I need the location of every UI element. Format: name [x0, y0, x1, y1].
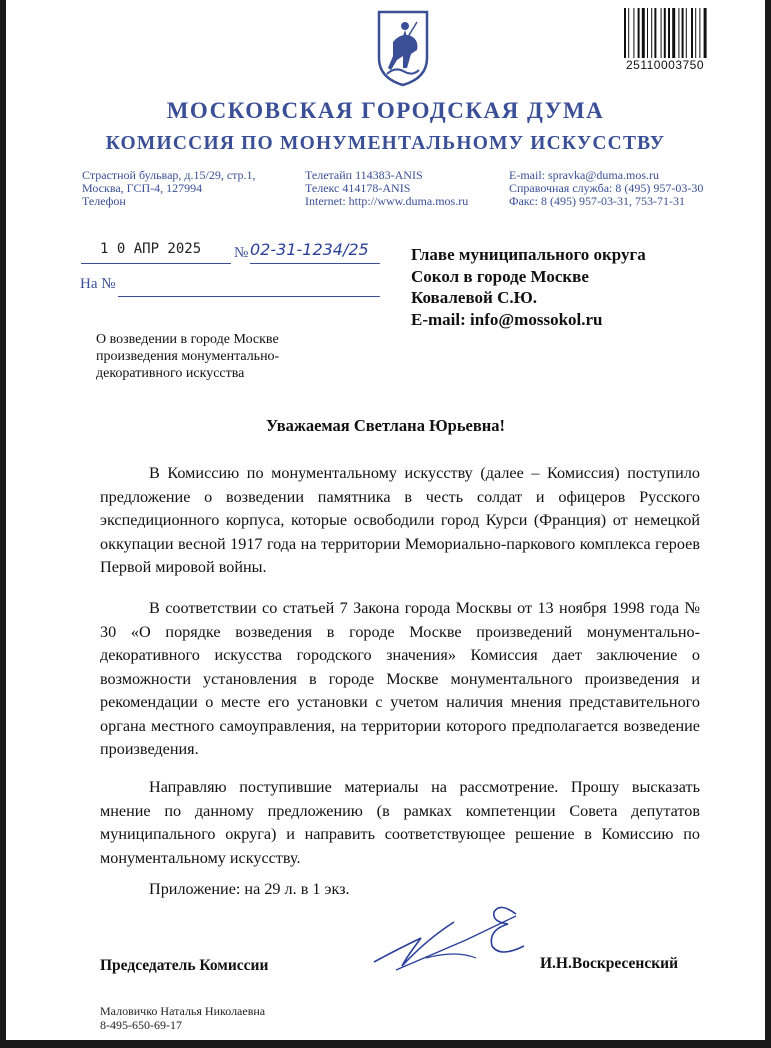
- signatory-name: И.Н.Воскресенский: [540, 955, 679, 972]
- moscow-coat-of-arms-icon: [375, 8, 431, 88]
- date-underline: [81, 263, 231, 264]
- handwritten-signature-icon: [366, 900, 566, 980]
- organization-title: МОСКОВСКАЯ ГОРОДСКАЯ ДУМА: [166, 98, 605, 123]
- body-paragraph-2: В соответствии со статьей 7 Закона города Москвы от 13 ноября 1998 года № 30 «О порядке возведения в городе Москве произведений монументально-декоративного искусства городского значения» Комиссия дает заключение о возможности установления в городе Москве монументального произведения и рекомендации о месте его установки с учетом наличия мнения представительного органа местного самоуправления, на территории которого предполагается возведение произведения.: [100, 599, 700, 758]
- subject-block: О возведении в городе Москве произведения монументально- декоративного искусства: [96, 332, 280, 381]
- registration-number-label: №: [234, 245, 249, 261]
- registration-number: 02-31-1234/25: [250, 240, 369, 259]
- signatory-position: Председатель Комиссии: [100, 957, 269, 974]
- contacts-service: E-mail: spravka@duma.mos.ru Справочная служба: 8 (495) 957-03-30 Факс: 8 (495) 957-03-31, 753-71-31: [509, 168, 704, 208]
- reference-label: На №: [80, 276, 116, 292]
- number-underline: [250, 263, 380, 264]
- body-paragraph-3: Направляю поступившие материалы на рассмотрение. Прошу высказать мнение по данному предложению (в рамках компетенции Совета депутатов муниципального округа) и направить соответствующее решение в Комиссию по монументальному искусству.: [100, 778, 700, 867]
- contacts-address: Страстной бульвар, д.15/29, стр.1, Москва, ГСП-4, 127994 Телефон: [82, 168, 256, 208]
- attachment-note: Приложение: на 29 л. в 1 экз.: [149, 880, 350, 898]
- executor-block: Маловичко Наталья Николаевна 8-495-650-69-17: [100, 1004, 266, 1032]
- addressee-block: Главе муниципального округа Сокол в городе Москве Ковалевой С.Ю. E-mail: info@mossokol.ru: [411, 245, 646, 329]
- salutation: Уважаемая Светлана Юрьевна!: [265, 416, 506, 435]
- letter-page: [6, 0, 765, 1040]
- registration-date: 1 0 АПР 2025: [100, 241, 202, 257]
- commission-title: КОМИССИЯ ПО МОНУМЕНТАЛЬНОМУ ИСКУССТВУ: [105, 133, 666, 154]
- contacts-telex: Телетайп 114383-ANIS Телекс 414178-ANIS Internet: http://www.duma.mos.ru: [305, 168, 469, 208]
- reference-underline: [118, 296, 380, 297]
- barcode-number: 25110003750: [626, 58, 705, 72]
- barcode-icon: [624, 8, 720, 58]
- body-paragraph-1: В Комиссию по монументальному искусству (далее – Комиссия) поступило предложение о возведении памятника в честь солдат и офицеров Русского экспедиционного корпуса, которые освободили город Курси (Франция) от немецкой оккупации весной 1917 года на территории Мемориально-паркового комплекса героев Первой мировой войны.: [100, 464, 700, 576]
